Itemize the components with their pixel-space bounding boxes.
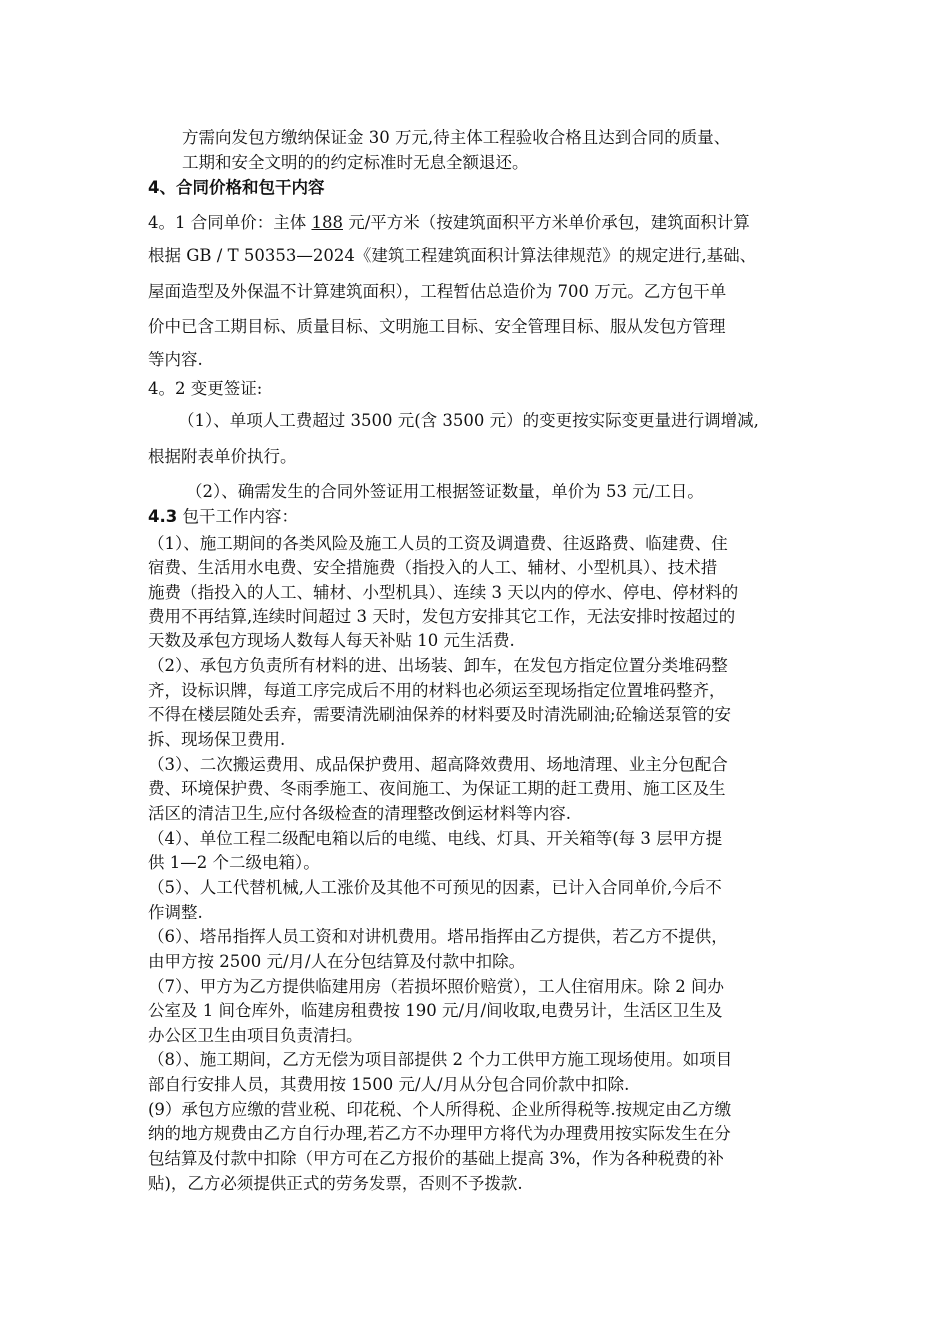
item-4-3-line: （5）、人工代替机械,人工涨价及其他不可预见的因素，已计入合同单价,今后不: [148, 878, 722, 897]
continuation-line-2: 工期和安全文明的的约定标准时无息全额退还。: [182, 153, 529, 172]
item-4-3-line: 施费（指投入的人工、辅材、小型机具）、连续 3 天以内的停水、停电、停材料的: [148, 583, 739, 602]
item-4-3-line: 供 1—2 个二级电箱）。: [148, 853, 320, 872]
item-4-2-para-1-line-1: （1）、单项人工费超过 3500 元(含 3500 元）的变更按实际变更量进行调增减,: [178, 411, 759, 430]
item-4-3-line: （3）、二次搬运费用、成品保护费用、超高降效费用、场地清理、业主分包配合: [148, 755, 728, 774]
item-4-1-line-4: 价中已含工期目标、质量目标、文明施工目标、安全管理目标、服从发包方管理: [148, 317, 726, 336]
item-4-3-number: 4.3: [148, 507, 178, 526]
item-4-3-line: 由甲方按 2500 元/月/人在分包结算及付款中扣除。: [148, 952, 526, 971]
item-4-3-line: (9）承包方应缴的营业税、印花税、个人所得税、企业所得税等.按规定由乙方缴: [148, 1100, 732, 1119]
item-4-2-title: 4。2 变更签证:: [148, 379, 263, 398]
item-4-3-line: 作调整.: [148, 903, 203, 922]
item-4-1-line-2: 根据 GB / T 50353—2024《建筑工程建筑面积计算法律规范》的规定进行,基础、: [148, 246, 757, 265]
item-4-3-line: 办公区卫生由项目负责清扫。: [148, 1026, 363, 1045]
item-4-3-line: 公室及 1 间仓库外，临建房租费按 190 元/月/间收取,电费另计，生活区卫生及: [148, 1001, 723, 1020]
item-4-1-prefix: 4。1 合同单价：主体: [148, 213, 312, 232]
item-4-3-line: 天数及承包方现场人数每人每天补贴 10 元生活费.: [148, 631, 515, 650]
unit-price-value: 188: [311, 213, 343, 232]
item-4-2-para-2: （2）、确需发生的合同外签证用工根据签证数量，单价为 53 元/工日。: [186, 482, 704, 501]
item-4-3-line: 齐，设标识牌，每道工序完成后不用的材料也必须运至现场指定位置堆码整齐，: [148, 681, 726, 700]
item-4-1-line-5: 等内容.: [148, 350, 203, 369]
item-4-3-line: 包结算及付款中扣除（甲方可在乙方报价的基础上提高 3%，作为各种税费的补: [148, 1149, 724, 1168]
item-4-3-line: 部自行安排人员，其费用按 1500 元/人/月从分包合同价款中扣除.: [148, 1075, 630, 1094]
item-4-3-line: 纳的地方规费由乙方自行办理,若乙方不办理甲方将代为办理费用按实际发生在分: [148, 1124, 731, 1143]
item-4-3-line: （6）、塔吊指挥人员工资和对讲机费用。塔吊指挥由乙方提供，若乙方不提供，: [148, 927, 728, 946]
item-4-3-line: 宿费、生活用水电费、安全措施费（指投入的人工、辅材、小型机具）、技术措: [148, 558, 718, 577]
section-4-heading: 4、合同价格和包干内容: [148, 178, 325, 197]
item-4-3-line: （2）、承包方负责所有材料的进、出场装、卸车，在发包方指定位置分类堆码整: [148, 656, 728, 675]
item-4-3-line: （4）、单位工程二级配电箱以后的电缆、电线、灯具、开关箱等(每 3 层甲方提: [148, 829, 723, 848]
item-4-3-line: 不得在楼层随处丢弃，需要清洗刷油保养的材料要及时清洗刷油;砼输送泵管的安: [148, 705, 732, 724]
item-4-3-line: 拆、现场保卫费用.: [148, 730, 286, 749]
item-4-1-line-1: [148, 212, 750, 234]
item-4-3-line: 贴)，乙方必须提供正式的劳务发票，否则不予拨款.: [148, 1174, 523, 1193]
item-4-3-line: 费、环境保护费、冬雨季施工、夜间施工、为保证工期的赶工费用、施工区及生: [148, 779, 726, 798]
item-4-3-line: （1）、施工期间的各类风险及施工人员的工资及调遣费、往返路费、临建费、住: [148, 534, 728, 553]
continuation-line-1: 方需向发包方缴纳保证金 30 万元,待主体工程验收合格且达到合同的质量、: [182, 128, 731, 147]
item-4-1-line-3: 屋面造型及外保温不计算建筑面积），工程暂估总造价为 700 万元。乙方包干单: [148, 282, 727, 301]
item-4-3-line: （7）、甲方为乙方提供临建用房（若损坏照价赔赏），工人住宿用床。除 2 间办: [148, 977, 724, 996]
item-4-3-line: 费用不再结算,连续时间超过 3 天时，发包方安排其它工作，无法安排时按超过的: [148, 607, 736, 626]
item-4-3-title: [148, 506, 298, 528]
item-4-3-title-text: 包干工作内容：: [177, 507, 298, 526]
item-4-1-line-1-suffix: 元/平方米（按建筑面积平方米单价承包，建筑面积计算: [343, 213, 750, 232]
item-4-2-para-1-line-2: 根据附表单价执行。: [148, 447, 297, 466]
item-4-3-line: （8）、施工期间，乙方无偿为项目部提供 2 个力工供甲方施工现场使用。如项目: [148, 1050, 733, 1069]
item-4-3-line: 活区的清洁卫生,应付各级检查的清理整改倒运材料等内容.: [148, 804, 571, 823]
